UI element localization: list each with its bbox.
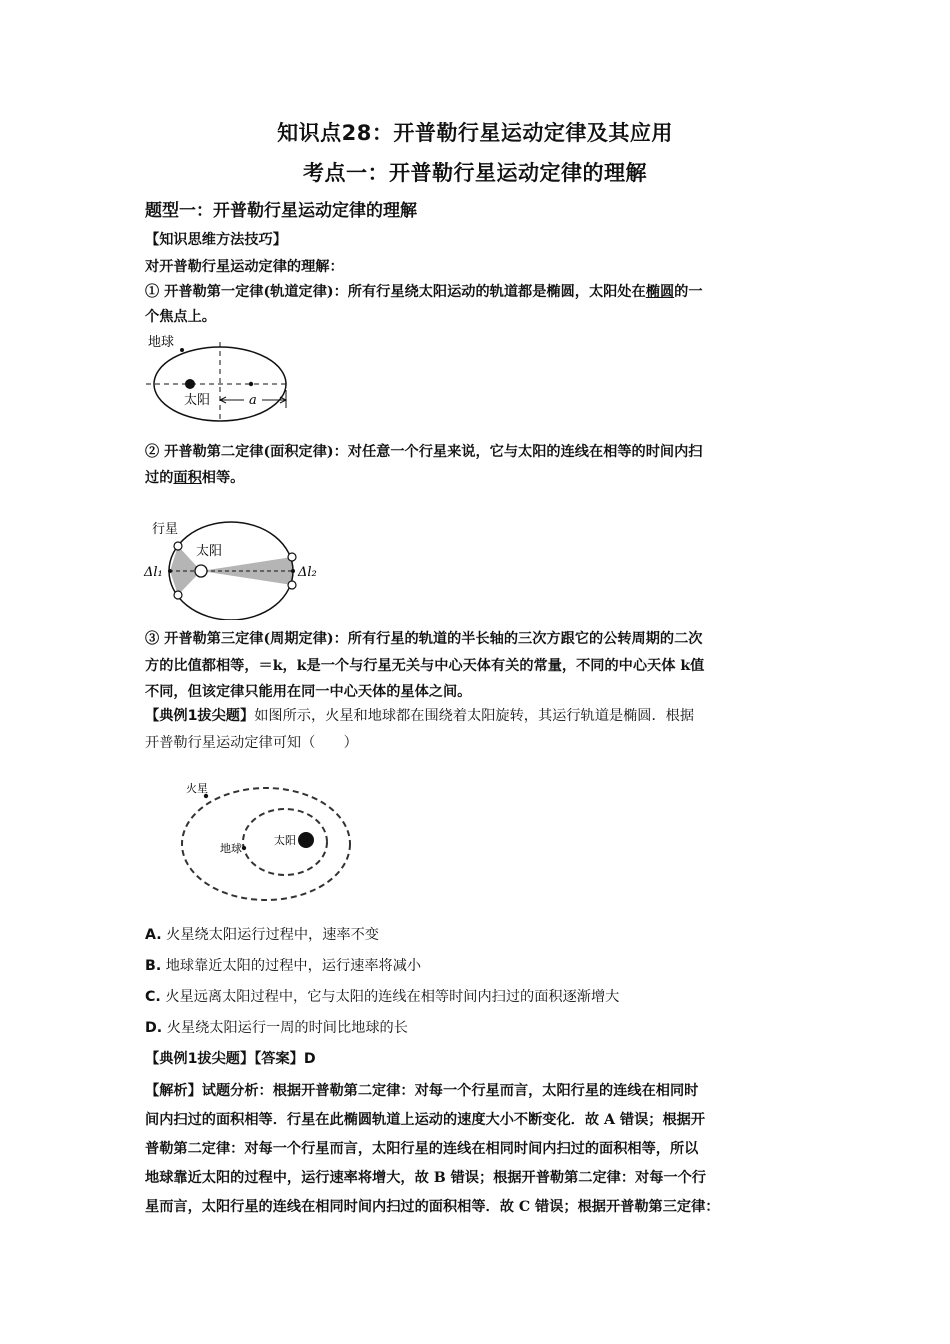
option-d <box>145 1018 408 1038</box>
earth-dot <box>242 846 246 850</box>
section-heading: 题型一：开普勒行星运动定律的理解 <box>145 201 417 221</box>
law1-underlined: 椭圆 <box>645 284 675 300</box>
earth-label: 地球 <box>148 335 175 350</box>
delta-l1-label: Δl₁ <box>144 565 163 580</box>
sun-circle <box>195 565 207 577</box>
earth-label: 地球 <box>220 842 242 855</box>
mars-orbit <box>182 788 350 900</box>
law2-text-a: 过的 <box>145 470 174 486</box>
analysis-line3: 普勒第二定律：对每一个行星而言，太阳行星的连线在相同时间内扫过的面积相等，所以 <box>145 1141 699 1157</box>
planet-position-2 <box>174 591 182 599</box>
orbit-figure-2 <box>140 515 330 620</box>
example-tag: 【典例1拔尖题】 <box>145 708 255 724</box>
semi-major-label: a <box>249 393 257 408</box>
option-a-label: A. <box>145 927 162 943</box>
option-c-text: 火星远离太阳过程中，它与太阳的连线在相等时间内扫过的面积逐渐增大 <box>165 989 620 1005</box>
option-a <box>145 925 379 945</box>
analysis-tag: 【解析】 <box>145 1083 202 1099</box>
analysis-line2: 间内扫过的面积相等．行星在此椭圆轨道上运动的速度大小不断变化．故 A 错误；根据开 <box>145 1112 706 1128</box>
option-d-label: D. <box>145 1020 163 1036</box>
law2-line1: ② 开普勒第二定律(面积定律)：对任意一个行星来说，它与太阳的连线在相等的时间内扫 <box>145 444 703 460</box>
page-title: 知识点28：开普勒行星运动定律及其应用 <box>277 121 673 145</box>
intro-text: 对开普勒行星运动定律的理解： <box>145 259 344 275</box>
law2-text-b: 相等。 <box>201 470 245 486</box>
tips-header: 【知识思维方法技巧】 <box>145 232 287 248</box>
law1-text-b: 的一 <box>674 284 703 300</box>
sun-label: 太阳 <box>184 393 211 408</box>
answer-value: D <box>303 1051 316 1067</box>
page-subtitle: 考点一：开普勒行星运动定律的理解 <box>303 161 647 185</box>
planet-position-4 <box>288 581 296 589</box>
answer-tag: 【典例1拔尖题】【答案】 <box>145 1051 304 1067</box>
example-line1 <box>145 706 694 726</box>
option-c <box>145 987 619 1007</box>
analysis-line4: 地球靠近太阳的过程中，运行速率将增大，故 B 错误；根据开普勒第二定律：对每一个行 <box>145 1170 706 1186</box>
planet-position-3 <box>288 553 296 561</box>
focus-dot <box>249 382 253 386</box>
option-c-label: C. <box>145 989 161 1005</box>
earth-dot <box>180 348 184 352</box>
law2-line2 <box>145 468 244 488</box>
sun-ball <box>298 832 314 848</box>
law3-line2: 方的比值都相等，＝k，k是一个与行星无关与中心天体有关的常量，不同的中心天体 k值 <box>145 658 705 674</box>
law2-underlined: 面积 <box>173 470 202 486</box>
option-b <box>145 956 421 976</box>
analysis-line1 <box>145 1081 698 1101</box>
example-text: 如图所示，火星和地球都在围绕着太阳旋转，其运行轨道是椭圆．根据 <box>254 708 695 724</box>
sun-label: 太阳 <box>196 544 223 559</box>
sun-label: 太阳 <box>274 834 296 847</box>
delta-l2-label: Δl₂ <box>298 565 317 580</box>
law1-text-a: ① 开普勒第一定律(轨道定律)：所有行星绕太阳运动的轨道都是椭圆，太阳处在 <box>145 284 646 300</box>
answer-line <box>145 1049 316 1069</box>
planet-circle <box>174 542 182 550</box>
orbit-figure-3 <box>170 770 360 920</box>
law3-line1: ③ 开普勒第三定律(周期定律)：所有行星的轨道的半长轴的三次方跟它的公转周期的二次 <box>145 631 703 647</box>
law1-line2: 个焦点上。 <box>145 309 216 325</box>
option-b-text: 地球靠近太阳的过程中，运行速率将减小 <box>165 958 422 974</box>
planet-label: 行星 <box>152 522 179 537</box>
analysis-text-1: 试题分析：根据开普勒第二定律：对每一个行星而言，太阳行星的连线在相同时 <box>201 1083 699 1099</box>
orbit-figure-1 <box>140 328 300 424</box>
law3-line3: 不同，但该定律只能用在同一中心天体的星体之间。 <box>145 684 472 700</box>
analysis-line5: 星而言，太阳行星的连线在相同时间内扫过的面积相等．故 C 错误；根据开普勒第三定律： <box>145 1199 720 1215</box>
law1-line1 <box>145 282 703 302</box>
example-line2: 开普勒行星运动定律可知（ ） <box>145 735 358 751</box>
option-d-text: 火星绕太阳运行一周的时间比地球的长 <box>166 1020 408 1036</box>
aphelion-dot <box>291 569 295 573</box>
sun-dot <box>185 379 195 389</box>
option-a-text: 火星绕太阳运行过程中，速率不变 <box>166 927 379 943</box>
option-b-label: B. <box>145 958 162 974</box>
mars-label: 火星 <box>186 782 208 795</box>
perihelion-dot <box>168 569 172 573</box>
